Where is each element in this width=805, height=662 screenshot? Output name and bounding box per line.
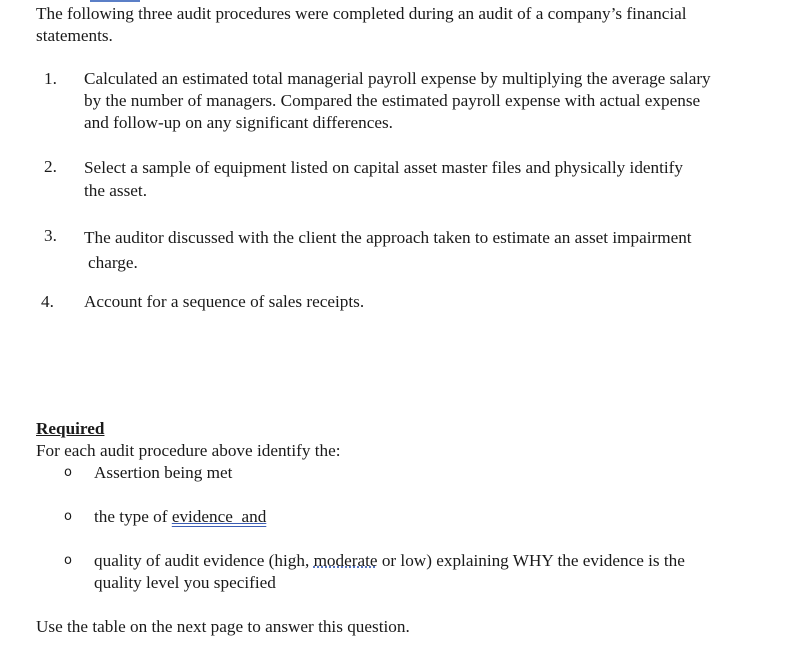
intro-line-1: The following three audit procedures were completed during an audit of a company’s financial <box>36 4 687 23</box>
required-heading: Required <box>36 419 105 438</box>
procedure-text <box>84 225 796 275</box>
bullet-text <box>94 550 784 594</box>
bullet-text-line-2: quality level you specified <box>94 573 276 592</box>
bullet-text-prefix: the type of <box>94 507 172 526</box>
bullet-text: Assertion being met <box>94 463 233 482</box>
procedure-text <box>84 68 796 134</box>
procedure-line: Calculated an estimated total managerial payroll expense by multiplying the average salary <box>84 69 711 88</box>
procedure-line: by the number of managers. Compared the estimated payroll expense with actual expense <box>84 91 701 110</box>
procedure-number: 4. <box>41 292 54 311</box>
closing-instruction: Use the table on the next page to answer this question. <box>36 617 410 636</box>
procedure-line: the asset. <box>84 181 148 200</box>
hollow-bullet-icon: o <box>64 465 72 480</box>
procedure-number: 3. <box>44 226 57 245</box>
bullet-text-prefix: quality of audit evidence (high, <box>94 551 314 570</box>
hollow-bullet-icon: o <box>64 509 72 524</box>
procedure-text <box>84 291 796 313</box>
procedure-number: 2. <box>44 157 57 176</box>
procedure-text <box>84 156 796 202</box>
intro-paragraph <box>36 3 796 47</box>
procedure-number: 1. <box>44 69 57 88</box>
procedure-line: Account for a sequence of sales receipts. <box>84 292 365 311</box>
bullet-text <box>94 506 784 528</box>
required-intro: For each audit procedure above identify the: <box>36 441 341 460</box>
procedure-line: The auditor discussed with the client the approach taken to estimate an asset impairment <box>84 228 692 247</box>
procedure-line: and follow-up on any significant differences. <box>84 113 393 132</box>
procedure-line: Select a sample of equipment listed on capital asset master files and physically identify <box>84 158 684 177</box>
hollow-bullet-icon: o <box>64 553 72 568</box>
top-underline-fragment <box>90 0 140 2</box>
intro-line-2: statements. <box>36 26 113 45</box>
bullet-text-suffix: or low) explaining WHY the evidence is the <box>377 551 685 570</box>
procedure-line: charge. <box>88 253 138 272</box>
grammar-flagged-text: moderate <box>313 551 378 570</box>
grammar-flagged-text: evidence and <box>171 507 267 526</box>
